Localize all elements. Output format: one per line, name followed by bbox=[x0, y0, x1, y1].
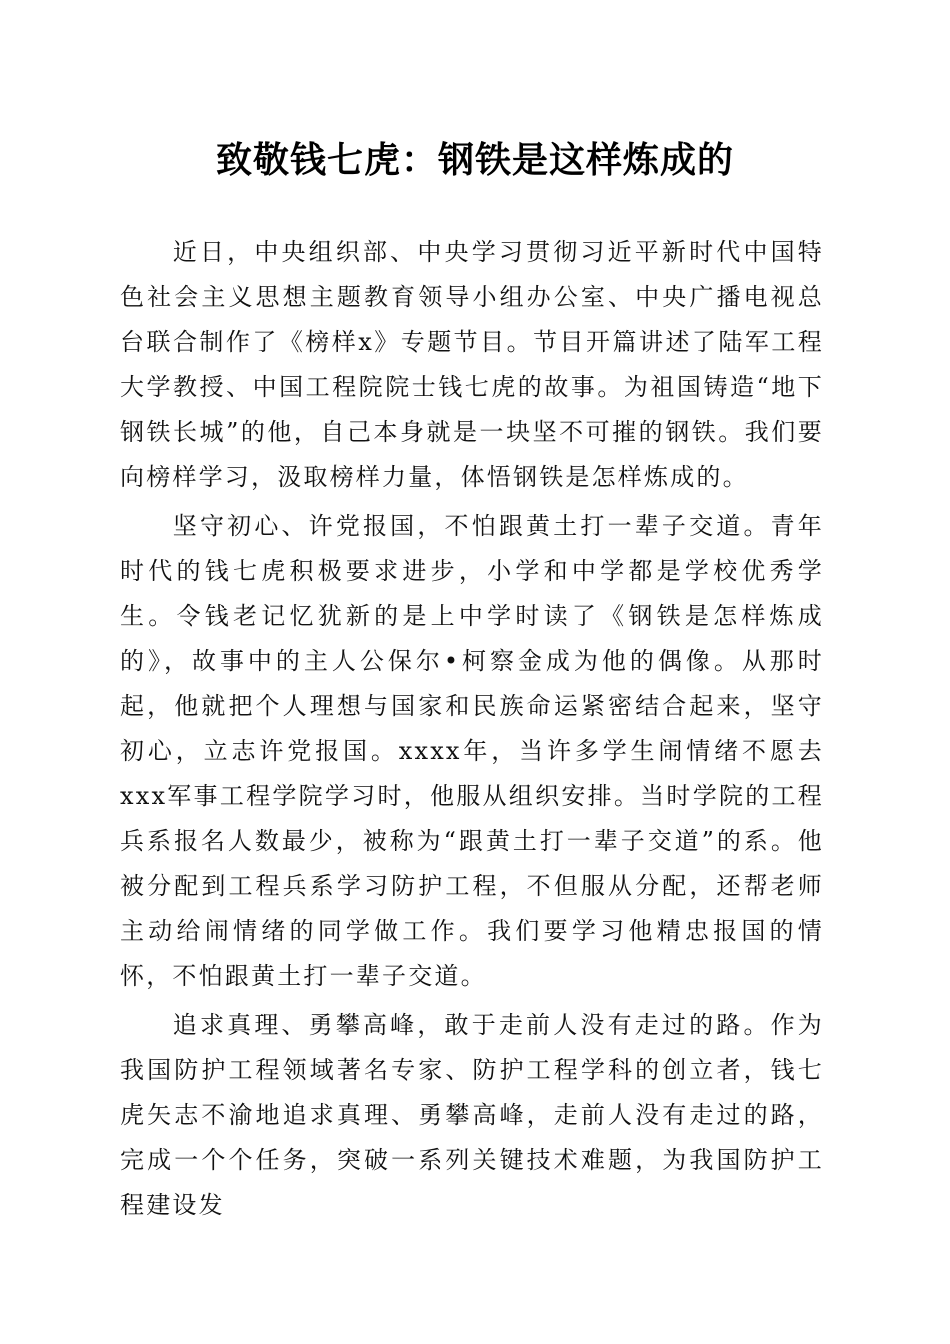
document-title: 致敬钱七虎：钢铁是这样炼成的 bbox=[215, 139, 734, 181]
document-body bbox=[120, 230, 824, 1232]
paragraph-2: 坚守初心、许党报国，不怕跟黄土打一辈子交道。青年时代的钱七虎积极要求进步，小学和中学都是学校优秀学生。令钱老记忆犹新的是上中学时读了《钢铁是怎样炼成的》，故事中的主人公保尔•柯察金成为他的偶像。从那时起，他就把个人理想与国家和民族命运紧密结合起来，坚守初心，立志许党报国。xxxx年，当许多学生闹情绪不愿去xxx军事工程学院学习时，他服从组织安排。当时学院的工程兵系报名人数最少，被称为“跟黄土打一辈子交道”的系。他被分配到工程兵系学习防护工程，不但服从分配，还帮老师主动给闹情绪的同学做工作。我们要学习他精忠报国的情怀，不怕跟黄土打一辈子交道。 bbox=[120, 512, 824, 990]
paragraph-3: 追求真理、勇攀高峰，敢于走前人没有走过的路。作为我国防护工程领域著名专家、防护工程学科的创立者，钱七虎矢志不渝地追求真理、勇攀高峰，走前人没有走过的路，完成一个个任务，突破一系列关键技术难题，为我国防护工程建设发 bbox=[120, 1011, 824, 1219]
paragraph-1: 近日，中央组织部、中央学习贯彻习近平新时代中国特色社会主义思想主题教育领导小组办公室、中央广播电视总台联合制作了《榜样x》专题节目。节目开篇讲述了陆军工程大学教授、中国工程院院士钱七虎的故事。为祖国铸造“地下钢铁长城”的他，自己本身就是一块坚不可摧的钢铁。我们要向榜样学习，汲取榜样力量，体悟钢铁是怎样炼成的。 bbox=[120, 238, 824, 491]
